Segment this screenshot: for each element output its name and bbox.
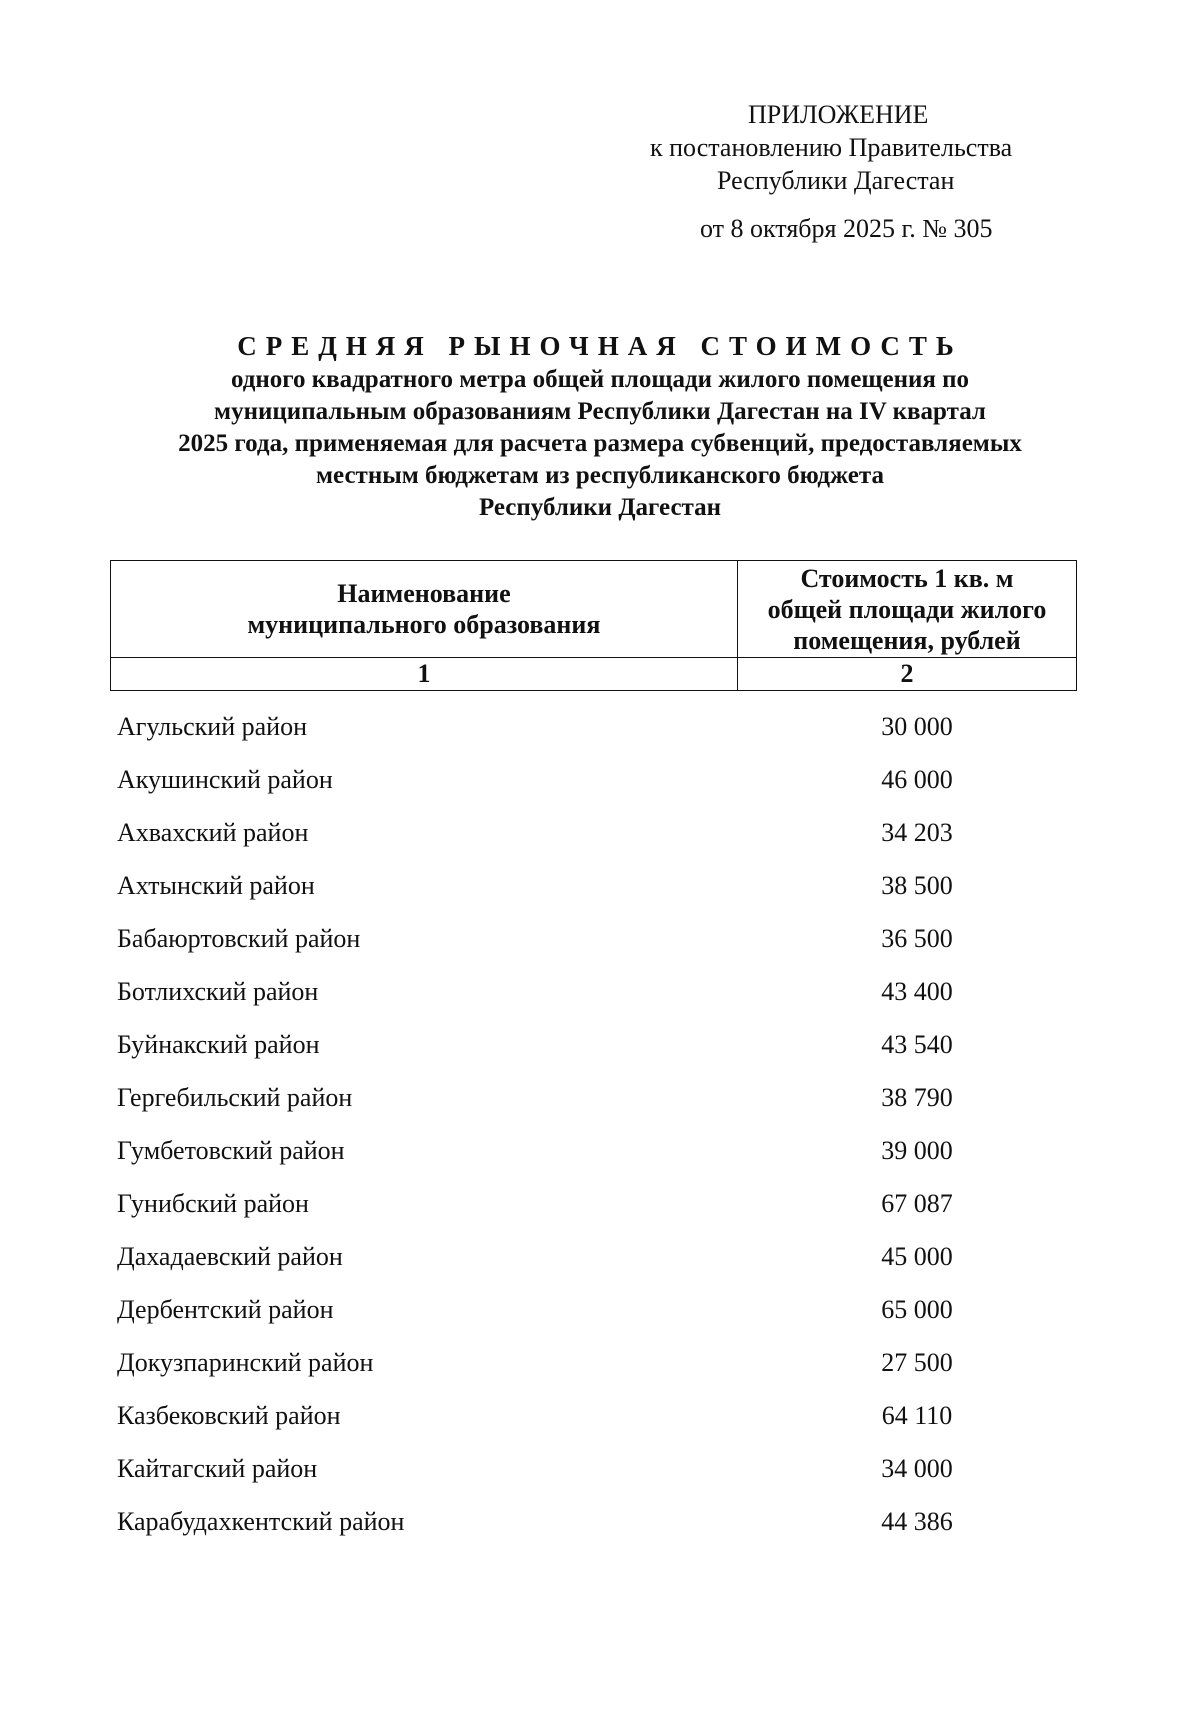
table-row <box>110 1124 1077 1177</box>
table-row <box>110 912 1077 965</box>
appendix-title: ПРИЛОЖЕНИЕ <box>748 100 929 129</box>
cost-value: 38 500 <box>881 870 953 900</box>
appendix-line-1: к постановлению Правительства <box>650 133 1013 162</box>
cost-value: 46 000 <box>881 764 953 794</box>
table-row <box>110 1230 1077 1283</box>
cost-value: 67 087 <box>881 1188 953 1218</box>
header-cost <box>737 561 1076 658</box>
cost-value: 43 540 <box>881 1029 953 1059</box>
municipality-name: Кайтагский район <box>117 1453 318 1483</box>
header-cost-line-3: помещения, рублей <box>793 625 1021 655</box>
municipality-name: Казбековский район <box>117 1400 341 1430</box>
table-row <box>110 859 1077 912</box>
appendix-header <box>600 98 1120 245</box>
column-number-2: 2 <box>737 658 1076 691</box>
municipality-name: Дахадаевский район <box>117 1241 343 1271</box>
cost-value: 64 110 <box>881 1400 953 1430</box>
municipality-name: Дербентский район <box>117 1294 334 1324</box>
municipality-name: Гумбетовский район <box>117 1135 345 1165</box>
cost-value: 43 400 <box>881 976 953 1006</box>
municipality-name: Акушинский район <box>117 764 333 794</box>
table-row <box>110 1495 1077 1548</box>
table-row <box>110 1071 1077 1124</box>
table-row <box>110 965 1077 1018</box>
column-number-1: 1 <box>111 658 738 691</box>
municipality-name: Гергебильский район <box>117 1082 353 1112</box>
table-row <box>110 1177 1077 1230</box>
header-municipality-line-2: муниципального образования <box>247 610 601 639</box>
document-title-line: Республики Дагестан <box>478 494 722 521</box>
municipality-name: Гунибский район <box>117 1188 309 1218</box>
column-numbers-row <box>111 658 1077 691</box>
municipality-name: Бабаюртовский район <box>117 923 361 953</box>
cost-value: 45 000 <box>881 1241 953 1271</box>
document-title-line: местным бюджетам из республиканского бюджета <box>316 462 884 489</box>
municipality-name: Буйнакский район <box>117 1029 320 1059</box>
header-municipality-line-1: Наименование <box>337 579 511 608</box>
municipality-name: Агульский район <box>117 711 307 741</box>
cost-value: 27 500 <box>881 1347 953 1377</box>
cost-value: 30 000 <box>881 711 953 741</box>
document-title-line: одного квадратного метра общей площади жилого помещения по <box>230 366 970 393</box>
table-header-row <box>111 561 1077 658</box>
header-cost-line-1: Стоимость 1 кв. м <box>800 563 1014 593</box>
table-row <box>110 1389 1077 1442</box>
table-row <box>110 700 1077 753</box>
municipality-name: Ахтынский район <box>117 870 315 900</box>
table-row <box>110 1283 1077 1336</box>
municipality-name: Ботлихский район <box>117 976 319 1006</box>
table-row <box>110 806 1077 859</box>
municipality-name: Ахвахский район <box>117 817 309 847</box>
header-municipality <box>111 561 738 658</box>
costs-table-body <box>110 700 1077 1548</box>
header-cost-line-2: общей площади жилого <box>767 594 1047 624</box>
cost-value: 34 203 <box>881 817 953 847</box>
costs-table-header <box>110 560 1077 691</box>
table-row <box>110 1442 1077 1495</box>
cost-value: 39 000 <box>881 1135 953 1165</box>
document-title-main: СРЕДНЯЯ РЫНОЧНАЯ СТОИМОСТЬ <box>237 331 963 361</box>
cost-value: 38 790 <box>881 1082 953 1112</box>
municipality-name: Карабудахкентский район <box>117 1506 405 1536</box>
municipality-name: Докузпаринский район <box>117 1347 374 1377</box>
document-title <box>60 330 1140 524</box>
cost-value: 44 386 <box>881 1506 953 1536</box>
cost-value: 65 000 <box>881 1294 953 1324</box>
table-row <box>110 1018 1077 1071</box>
table-row <box>110 1336 1077 1389</box>
cost-value: 36 500 <box>881 923 953 953</box>
appendix-date-number: от 8 октября 2025 г. № 305 <box>700 214 993 243</box>
document-title-line: муниципальным образованиям Республики Дагестан на IV квартал <box>214 398 986 425</box>
cost-value: 34 000 <box>881 1453 953 1483</box>
table-row <box>110 753 1077 806</box>
document-title-line: 2025 года, применяемая для расчета размера субвенций, предоставляемых <box>178 430 1022 457</box>
appendix-line-2: Республики Дагестан <box>717 166 955 195</box>
